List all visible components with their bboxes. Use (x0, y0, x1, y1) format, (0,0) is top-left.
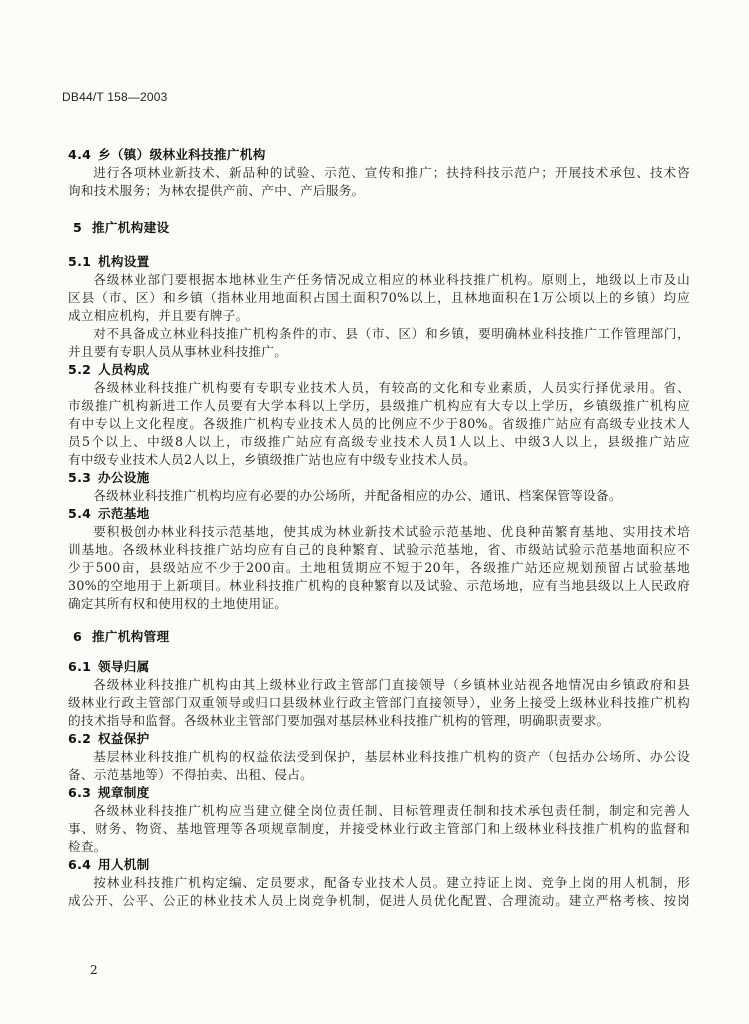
clause-number: 5.1 (68, 254, 92, 269)
text-line: 确定其所有权和使用权的土地使用证。 (68, 596, 288, 611)
text-line: 要积极创办林业科技示范基地，使其成为林业新技术试验示范基地、优良种苗繁育基地、实用技术培 (93, 524, 690, 539)
clause-title: 人员构成 (98, 362, 150, 377)
clause-heading (68, 505, 690, 523)
page-number: 2 (90, 963, 98, 977)
text-line: 的技术指导和监督。各级林业主管部门要加强对基层林业科技推广机构的管理，明确职责要求。 (68, 713, 610, 728)
text-line: 30%的空地用于上新项目。林业科技推广机构的良种繁育以及试验、示范场地，应有当地县级以上人民政府 (68, 578, 690, 593)
section-title: 推广机构建设 (92, 220, 170, 235)
text-line: 市级推广机构新进工作人员要有大学本科以上学历，县级推广机构应有大专以上学历，乡镇级推广机构应 (68, 398, 690, 413)
text-line: 区县（市、区）和乡镇（指林业用地面积占国土面积70%以上，且林地面积在1万公顷以上的乡镇）均应 (68, 290, 690, 305)
clause-title: 机构设置 (98, 254, 150, 269)
paragraph (68, 676, 690, 730)
text-line: 事、财务、物资、基地管理等各项规章制度，并接受林业行政主管部门和上级林业科技推广机构的监督和 (68, 821, 690, 836)
paragraph (68, 487, 690, 505)
text-line: 员5个以上、中级8人以上，市级推广站应有高级专业技术人员1人以上、中级3人以上，县级推广站应 (68, 434, 690, 449)
running-header: DB44/T 158—2003 (62, 90, 168, 104)
clause-heading (68, 253, 690, 271)
clause-number: 6.4 (68, 857, 92, 872)
clause-title: 用人机制 (98, 857, 150, 872)
text-line: 各级林业科技推广机构应当建立健全岗位责任制、目标管理责任制和技术承包责任制，制定和完善人 (93, 803, 690, 818)
section-number: 5 (73, 220, 83, 235)
text-line: 对不具备成立林业科技推广机构条件的市、县（市、区）和乡镇，要明确林业科技推广工作管理部门， (93, 326, 690, 341)
text-line: 备、示范基地等）不得拍卖、出租、侵占。 (68, 767, 313, 782)
text-line: 检查。 (68, 839, 107, 854)
text-line: 各级林业科技推广机构均应有必要的办公场所，并配备相应的办公、通讯、档案保管等设备。 (93, 488, 622, 503)
paragraph (68, 523, 690, 613)
clause-title: 权益保护 (98, 731, 150, 746)
clause-heading (68, 784, 690, 802)
clause-number: 5.2 (68, 362, 92, 377)
paragraph (68, 325, 690, 361)
text-line: 各级林业科技推广机构由其上级林业行政主管部门直接领导（乡镇林业站视各地情况由乡镇政府和县 (93, 677, 690, 692)
paragraph (68, 748, 690, 784)
document-body (68, 146, 690, 910)
section-heading (68, 219, 690, 237)
paragraph (68, 164, 690, 200)
clause-title: 领导归属 (98, 659, 150, 674)
text-line: 有中专以上文化程度。各级推广机构专业技术人员的比例应不少于80%。省级推广站应有高级专业技术人 (68, 416, 690, 431)
text-line: 成立相应机构，并且要有牌子。 (68, 308, 249, 323)
text-line: 进行各项林业新技术、新品种的试验、示范、宣传和推广；扶持科技示范户；开展技术承包、技术咨 (93, 165, 690, 180)
clause-number: 6.3 (68, 785, 92, 800)
section-number: 6 (73, 629, 83, 644)
text-line: 训基地。各级林业科技推广站均应有自己的良种繁育、试验示范基地，省、市级站试验示范基地面积应不 (68, 542, 690, 557)
clause-heading (68, 361, 690, 379)
clause-heading (68, 469, 690, 487)
text-line: 成公开、公平、公正的林业技术人员上岗竞争机制，促进人员优化配置、合理流动。建立严格考核、按岗 (68, 893, 690, 908)
text-line: 并且要有专职人员从事林业科技推广。 (68, 344, 288, 359)
text-line: 有中级专业技术人员2人以上，乡镇级推广站也应有中级专业技术人员。 (68, 452, 477, 467)
text-line: 少于500亩，县级站应不少于200亩。土地租赁期应不短于20年，各级推广站还应规划预留占试验基地 (68, 560, 690, 575)
clause-number: 4.4 (68, 147, 92, 162)
clause-title: 规章制度 (98, 785, 150, 800)
text-line: 各级林业科技推广机构要有专职专业技术人员，有较高的文化和专业素质，人员实行择优录用。省、 (93, 380, 690, 395)
text-line: 询和技术服务；为林农提供产前、产中、产后服务。 (68, 183, 365, 198)
text-line: 级林业行政主管部门双重领导或归口县级林业行政主管部门直接领导），业务上接受上级林业科技推广机构 (68, 695, 690, 710)
paragraph (68, 802, 690, 856)
clause-number: 6.1 (68, 659, 92, 674)
text-line: 各级林业部门要根据本地林业生产任务情况成立相应的林业科技推广机构。原则上，地级以上市及山 (93, 272, 690, 287)
clause-number: 6.2 (68, 731, 92, 746)
paragraph (68, 379, 690, 469)
clause-heading (68, 146, 690, 164)
section-title: 推广机构管理 (92, 629, 170, 644)
text-line: 基层林业科技推广机构的权益依法受到保护，基层林业科技推广机构的资产（包括办公场所、办公设 (93, 749, 690, 764)
text-line: 按林业科技推广机构定编、定员要求，配备专业技术人员。建立持证上岗、竞争上岗的用人机制，形 (93, 875, 690, 890)
paragraph (68, 874, 690, 910)
clause-heading (68, 730, 690, 748)
clause-heading (68, 856, 690, 874)
clause-title: 示范基地 (98, 506, 150, 521)
clause-number: 5.4 (68, 506, 92, 521)
clause-number: 5.3 (68, 470, 92, 485)
clause-heading (68, 658, 690, 676)
clause-title: 乡（镇）级林业科技推广机构 (98, 147, 266, 162)
paragraph (68, 271, 690, 325)
clause-title: 办公设施 (98, 470, 150, 485)
section-heading (68, 628, 690, 646)
